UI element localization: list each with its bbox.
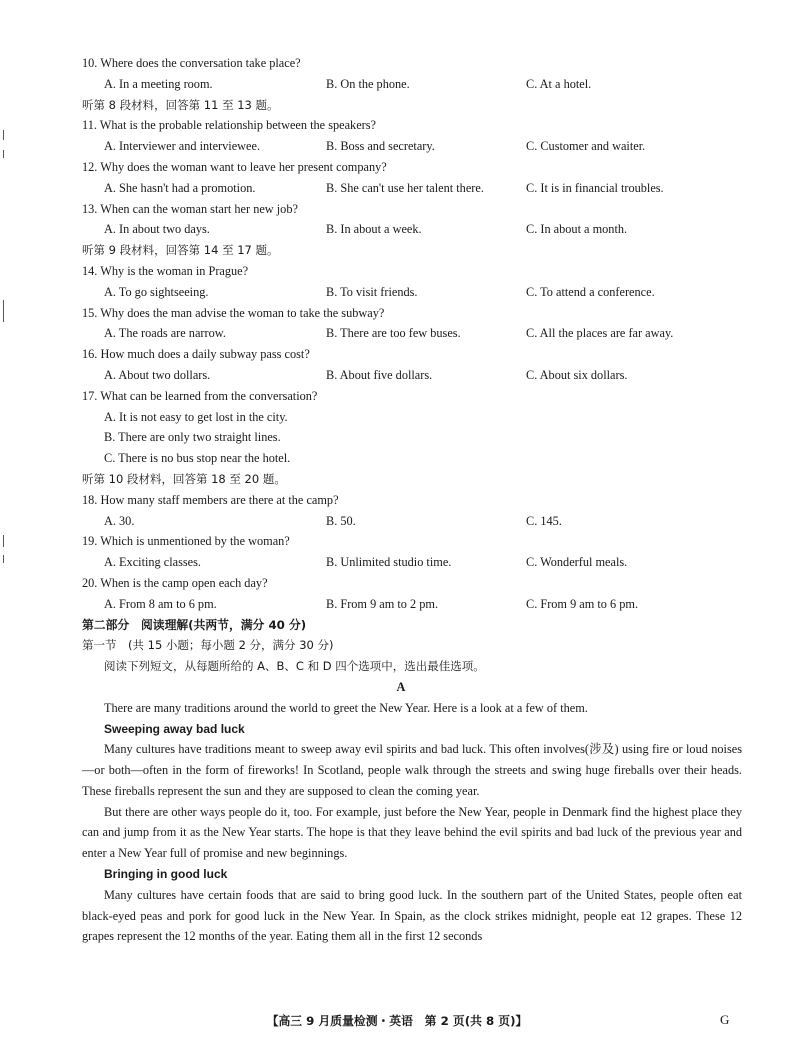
option-c: C. 145. (526, 513, 562, 528)
question-text: 14. Why is the woman in Prague? (82, 263, 249, 278)
listening-section-instruction: 听第 8 段材料，回答第 11 至 13 题。 (82, 97, 279, 112)
option-b: B. Unlimited studio time. (326, 555, 452, 570)
reading-instruction: 阅读下列短文，从每题所给的 A、B、C 和 D 四个选项中，选出最佳选项。 (104, 659, 485, 674)
option-c: C. To attend a conference. (526, 284, 655, 299)
option-b: B. From 9 am to 2 pm. (326, 596, 439, 611)
question-text: 18. How many staff members are there at the camp? (82, 492, 339, 507)
option-a: A. In a meeting room. (104, 76, 213, 91)
option-b: B. About five dollars. (326, 367, 433, 382)
answer-options (82, 136, 742, 157)
answer-options (82, 365, 742, 386)
answer-option: B. There are only two straight lines. (104, 430, 281, 445)
answer-options (82, 594, 742, 615)
paragraph-3: Many cultures have certain foods that are said to bring good luck. In the southern part of the United States, people often eat black-eyed peas and pork for good luck in the New Year. In Spain, as the clock strikes midnight, people eat 12 grapes. These 12 grapes represent the 12 months of the year. Eating them all in the first 12 seconds (82, 887, 742, 944)
answer-options (82, 511, 742, 532)
option-b: B. 50. (326, 513, 356, 528)
question-text: 15. Why does the man advise the woman to take the subway? (82, 305, 385, 320)
question-text: 16. How much does a daily subway pass cost? (82, 347, 310, 362)
answer-options (82, 552, 742, 573)
option-b: B. She can't use her talent there. (326, 180, 484, 195)
option-c: C. All the places are far away. (526, 326, 674, 341)
option-b: B. On the phone. (326, 76, 410, 91)
question-text: 11. What is the probable relationship between the speakers? (82, 118, 377, 133)
question-text: 12. Why does the woman want to leave her present company? (82, 159, 387, 174)
option-c: C. About six dollars. (526, 367, 628, 382)
option-c: C. Wonderful meals. (526, 555, 628, 570)
page-footer (0, 1012, 794, 1032)
page-content (82, 53, 742, 947)
answer-option: C. There is no bus stop near the hotel. (104, 451, 291, 466)
question-text: 17. What can be learned from the conversation? (82, 388, 318, 403)
option-a: A. About two dollars. (104, 367, 211, 382)
question-text: 19. Which is unmentioned by the woman? (82, 534, 290, 549)
option-a: A. In about two days. (104, 222, 210, 237)
option-a: A. Interviewer and interviewee. (104, 139, 261, 154)
answer-options (82, 178, 742, 199)
option-b: B. There are too few buses. (326, 326, 461, 341)
paragraph-1: Many cultures have traditions meant to sweep away evil spirits and bad luck. This often involves(涉及) using fire or loud noises—or both—often in the form of fireworks! In Scotland, people walk through the streets and swing huge fireballs over their heads. These fireballs represent the sun and they are supposed to clean the coming year. (82, 742, 742, 798)
option-b: B. To visit friends. (326, 284, 418, 299)
paragraph-2: But there are other ways people do it, too. For example, just before the New Year, people in Denmark find the highest place they can and jump from it as the New Year starts. The hope is that they leave behind the evil spirits and bad luck of the previous year and enter a New Year full of promise and new beginnings. (82, 804, 742, 861)
passage-intro: There are many traditions around the world to greet the New Year. Here is a look at a few of them. (104, 700, 588, 715)
option-a: A. From 8 am to 6 pm. (104, 596, 217, 611)
option-c: C. At a hotel. (526, 76, 592, 91)
answer-options (82, 282, 742, 303)
section1-heading: 第一节 (共 15 小题；每小题 2 分，满分 30 分) (82, 638, 334, 653)
answer-options (82, 323, 742, 344)
subheading-sweeping: Sweeping away bad luck (104, 721, 245, 736)
option-a: A. The roads are narrow. (104, 326, 226, 341)
option-a: A. Exciting classes. (104, 555, 201, 570)
part2-heading: 第二部分 阅读理解(共两节，满分 40 分) (82, 617, 307, 632)
answer-option: A. It is not easy to get lost in the city. (104, 409, 288, 424)
footer-version-letter: G (720, 1012, 730, 1027)
option-a: A. To go sightseeing. (104, 284, 209, 299)
listening-section-instruction: 听第 10 段材料，回答第 18 至 20 题。 (82, 471, 286, 486)
subheading-bringing: Bringing in good luck (104, 867, 228, 882)
binding-margin-marks (0, 0, 10, 1040)
option-a: A. 30. (104, 513, 135, 528)
question-text: 20. When is the camp open each day? (82, 575, 268, 590)
option-b: B. Boss and secretary. (326, 139, 435, 154)
answer-options (82, 219, 742, 240)
question-text: 10. Where does the conversation take place? (82, 56, 301, 70)
option-c: C. In about a month. (526, 222, 628, 237)
passage-letter: A (396, 679, 406, 694)
option-a: A. She hasn't had a promotion. (104, 180, 256, 195)
listening-questions (82, 53, 742, 615)
listening-section-instruction: 听第 9 段材料，回答第 14 至 17 题。 (82, 243, 279, 258)
answer-options (82, 74, 742, 95)
option-c: C. Customer and waiter. (526, 139, 646, 154)
footer-page-info: 【高三 9 月质量检测・英语 第 2 页(共 8 页)】 (266, 1014, 528, 1028)
question-text: 13. When can the woman start her new job? (82, 201, 298, 216)
option-c: C. It is in financial troubles. (526, 180, 664, 195)
option-c: C. From 9 am to 6 pm. (526, 596, 639, 611)
option-b: B. In about a week. (326, 222, 422, 237)
